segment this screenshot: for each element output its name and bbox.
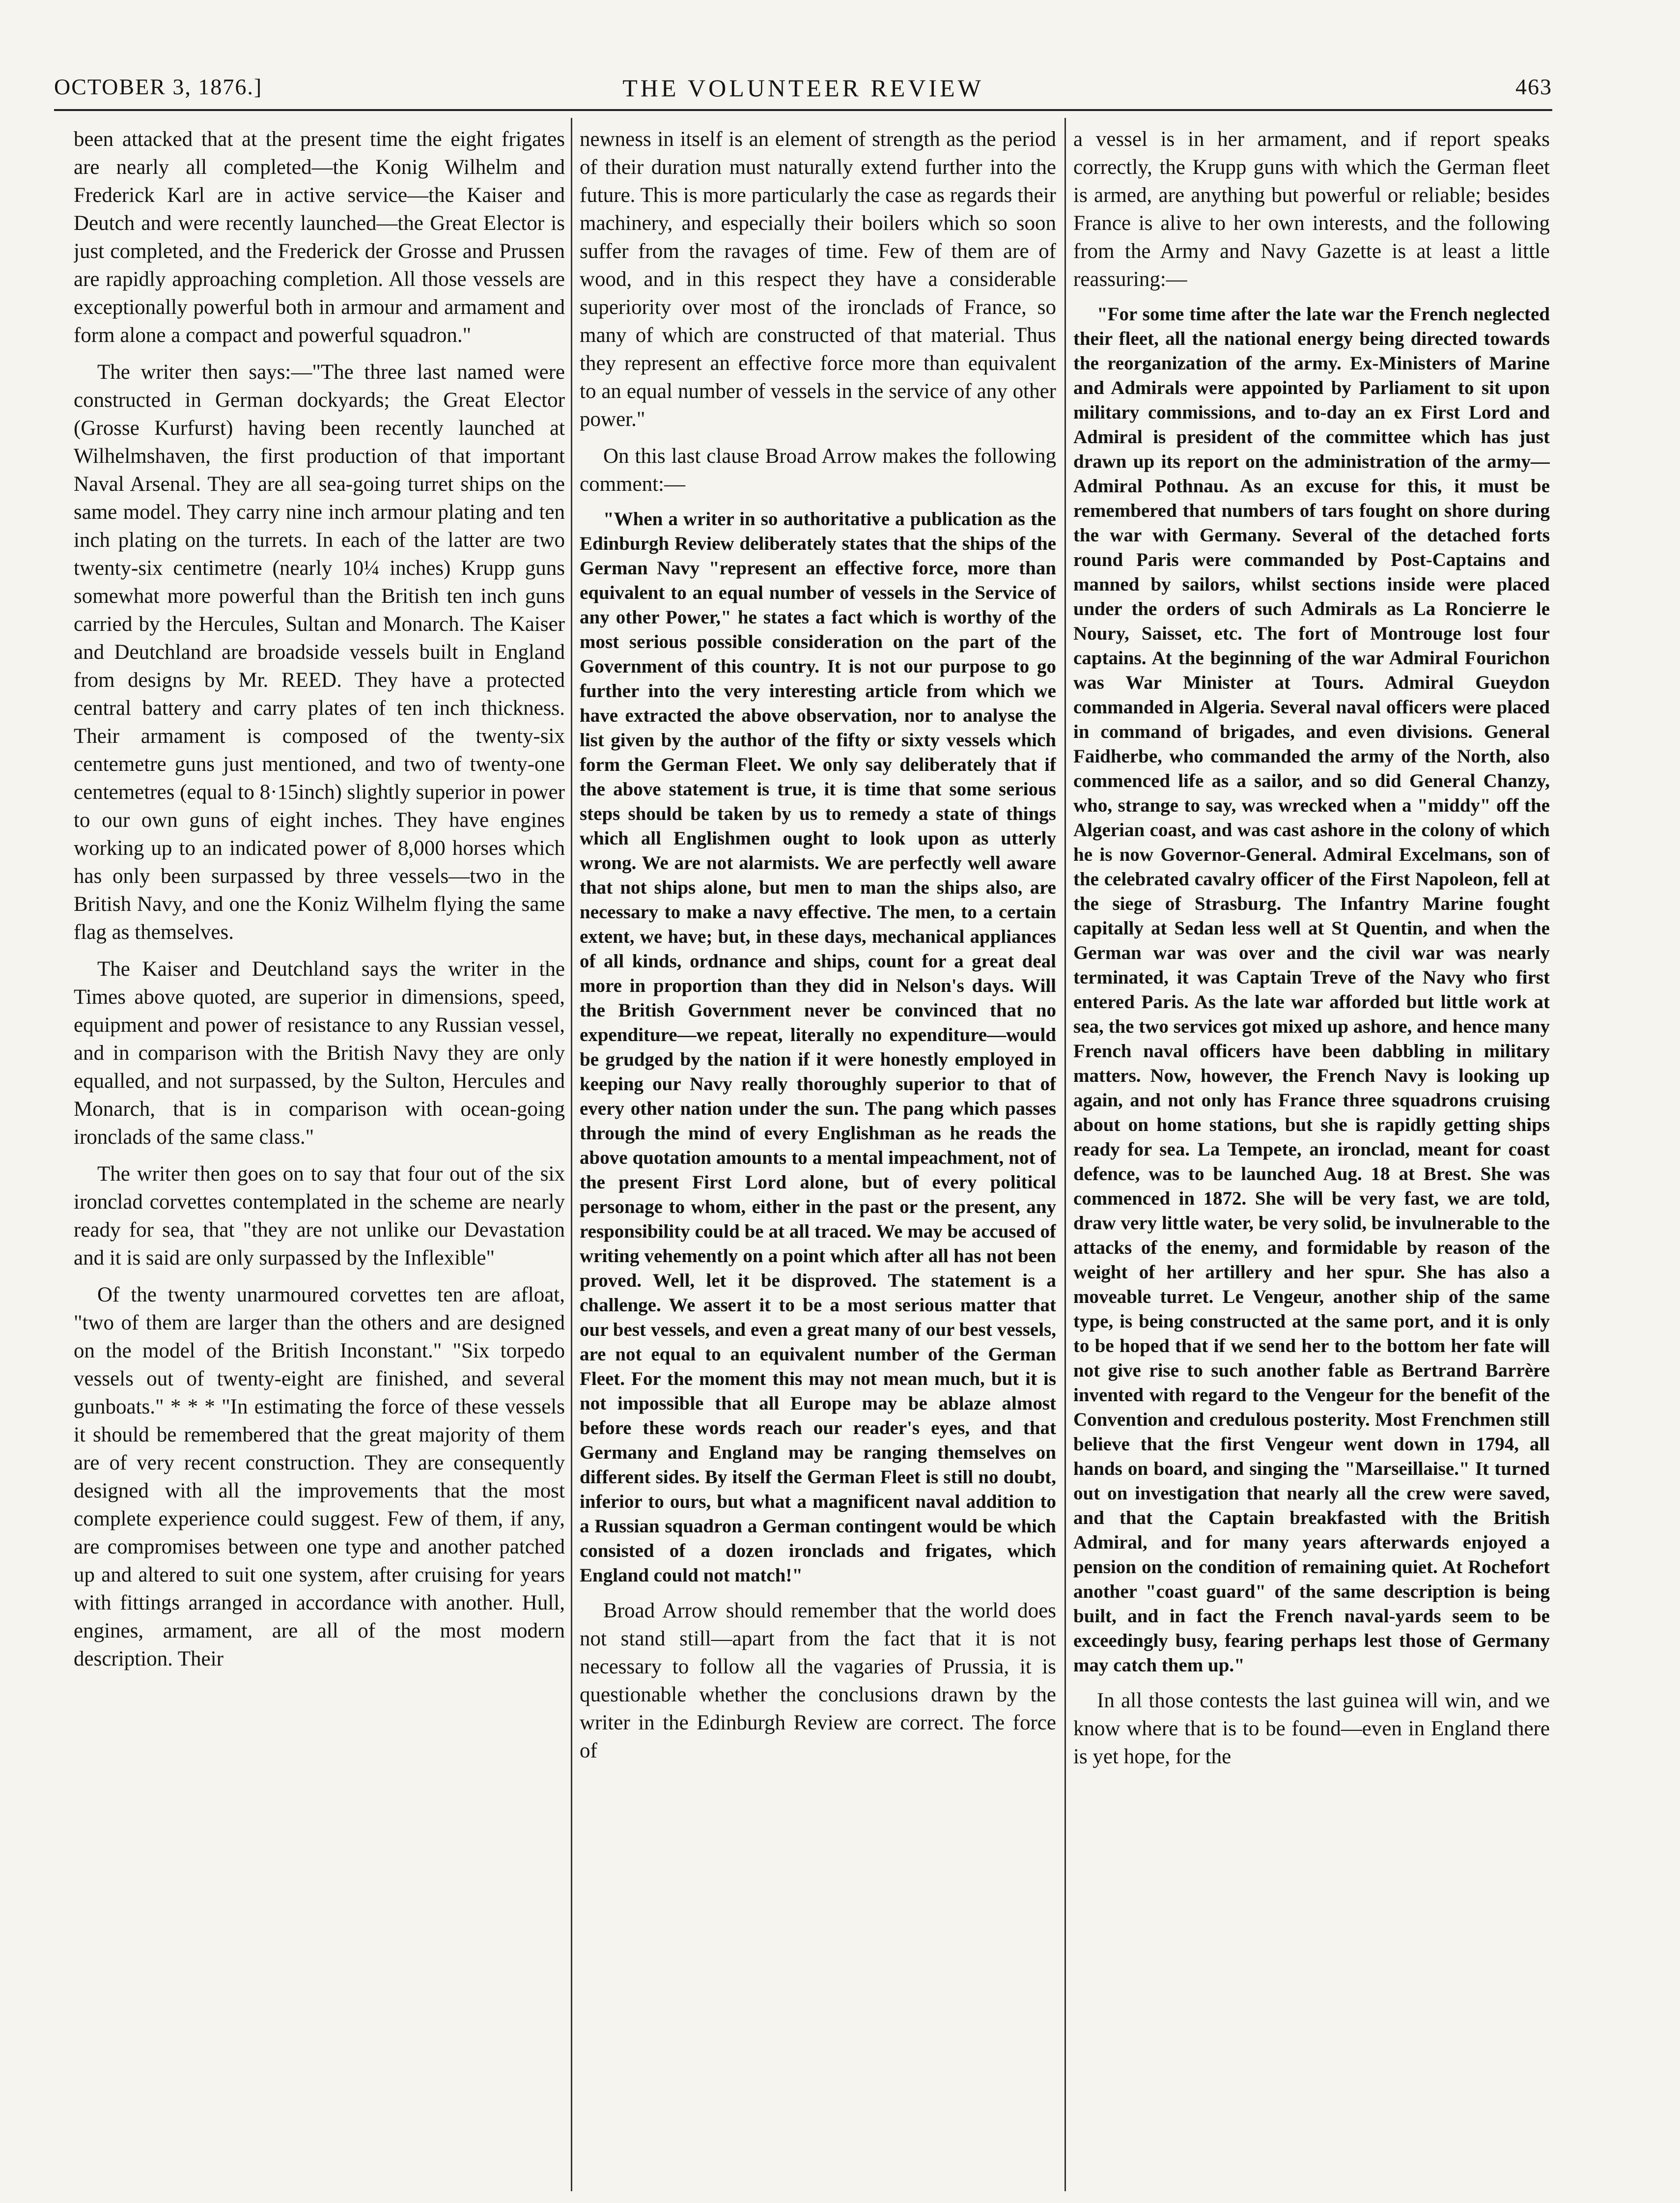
paragraph: The writer then goes on to say that four out of the six ironclad corvettes contemplated in the scheme are nearly ready for sea, that "they are not unlike our Devastation and it is said are only surpassed by the Inflexible" xyxy=(74,1162,565,1270)
paragraph: On this last clause Broad Arrow makes the following comment:— xyxy=(580,445,1056,496)
column-divider-2 xyxy=(1064,118,1066,2191)
newspaper-title: THE VOLUNTEER REVIEW xyxy=(622,74,984,102)
column-2 xyxy=(580,125,1056,2189)
paragraph: Of the twenty unarmoured corvettes ten are afloat, "two of them are larger than the others and are designed on the model of the British Inconstant." "Six torpedo vessels out of twenty-eight are finished, and several gunboats." * * * "In estimating the force of these vessels it should be remembered that the great majority of them are of very recent construction. They are consequently designed with all the improvements that the most complete experience could suggest. Few of them, if any, are compromises between one type and another patched up and altered to suit one system, after cruising for years with fittings arranged in accordance with another. Hull, engines, armament, are all of the most modern description. Their xyxy=(74,1283,565,1670)
column-divider-1 xyxy=(571,118,572,2191)
quoted-paragraph: "For some time after the late war the French neglected their fleet, all the national energy being directed towards the reorganization of the army. Ex-Ministers of Marine and Admirals were appointed by Parliament to sit upon military commissions, and to-day an ex First Lord and Admiral is president of the committee which has just drawn up its report on the administration of the army—Admiral Pothnau. As an excuse for this, it must be remembered that numbers of tars fought on shore during the war with Germany. Several of the detached forts round Paris were commanded by Post-Captains and manned by sailors, whilst sections inside were placed under the orders of such Admirals as La Roncierre le Noury, Saisset, etc. The fort of Montrouge lost four captains. At the beginning of the war Admiral Fourichon was War Minister at Tours. Admiral Gueydon commanded in Algeria. Several naval officers were placed in command of brigades, and even divisions. General Faidherbe, who commanded the army of the North, also commenced life as a sailor, and so did General Chanzy, who, strange to say, was wrecked when a "middy" off the Algerian coast, and was cast ashore in the colony of which he is now Governor-General. Admiral Excelmans, son of the celebrated cavalry officer of the First Napoleon, fell at the siege of Strasburg. The Infantry Marine fought capitally at Sedan less well at St Quentin, and when the German war was over and the civil war was nearly terminated, it was Captain Treve of the Navy who first entered Paris. As the late war afforded but little work at sea, the two services got mixed up ashore, and hence many French naval officers have been dabbling in military matters. Now, however, the French Navy is looking up again, and not only has France three squadrons cruising about on home stations, but she is rapidly getting ships ready for sea. La Tempete, an ironclad, meant for coast defence, was to be launched Aug. 18 at Brest. She was commenced in 1872. She will be very fast, we are told, draw very little water, be very solid, be invulnerable to the attacks of the enemy, and formidable by reason of the weight of her artillery and her spur. She has also a moveable turret. Le Vengeur, another ship of the same type, is being constructed at the same port, and it is only to be hoped that if we send her to the bottom her fate will not give rise to such another fable as Bertrand Barrère invented with regard to the Vengeur for the benefit of the Convention and credulous posterity. Most Frenchmen still believe that the first Vengeur went down in 1794, all hands on board, and singing the "Marseillaise." It turned out on investigation that nearly all the crew were saved, and that the Captain breakfasted with the British Admiral, and for many years afterwards enjoyed a pension on the condition of remaining quiet. At Rochefort another "coast guard" of the same description is being built, and in fact the French naval-yards seem to be exceedingly busy, fearing perhaps lest those of Germany may catch them up." xyxy=(1073,304,1550,1676)
page-number: 463 xyxy=(1515,74,1552,99)
header-rule xyxy=(54,109,1552,111)
paragraph: In all those contests the last guinea will win, and we know where that is to be found—even in England there is yet hope, for the xyxy=(1073,1689,1550,1768)
paragraph: The Kaiser and Deutchland says the writer in the Times above quoted, are superior in dimensions, speed, equipment and power of resistance to any Russian vessel, and in comparison with the British Navy they are only equalled, and not surpassed, by the Sulton, Hercules and Monarch, that is in comparison with ocean-going ironclads of the same class." xyxy=(74,958,565,1149)
page-header xyxy=(54,74,1552,103)
paragraph: The writer then says:—"The three last named were constructed in German dockyards; the Great Elector (Grosse Kurfurst) having been recently launched at Wilhelmshaven, the first production of that important Naval Arsenal. They are all sea-going turret ships on the same model. They carry nine inch armour plating and ten inch plating on the turrets. In each of the latter are two twenty-six centimetre (nearly 10¼ inches) Krupp guns somewhat more powerful than the British ten inch guns carried by the Hercules, Sultan and Monarch. The Kaiser and Deutchland are broadside vessels built in England from designs by Mr. REED. They have a protected central battery and carry plates of ten inch thickness. Their armament is composed of the twenty-six centemetre guns just mentioned, and two of twenty-one centemetres (equal to 8·15inch) slightly superior in power to our own guns of eight inches. They have engines working up to an indicated power of 8,000 horses which has only been surpassed by three vessels—two in the British Navy, and one the Koniz Wilhelm flying the same flag as themselves. xyxy=(74,361,565,944)
paragraph: a vessel is in her armament, and if report speaks correctly, the Krupp guns with which the German fleet is armed, are anything but powerful or reliable; besides France is alive to her own interests, and the following from the Army and Navy Gazette is at least a little reassuring:— xyxy=(1073,128,1550,291)
paragraph: been attacked that at the present time the eight frigates are nearly all completed—the Konig Wilhelm and Frederick Karl are in active service—the Kaiser and Deutch and were recently launched—the Great Elector is just completed, and the Frederick der Grosse and Prussen are rapidly approaching completion. All those vessels are exceptionally powerful both in armour and armament and form alone a compact and powerful squadron." xyxy=(74,128,565,347)
column-3 xyxy=(1073,125,1550,2189)
quoted-paragraph: "When a writer in so authoritative a publication as the Edinburgh Review deliberately states that the ships of the German Navy "represent an effective force, more than equivalent to an equal number of vessels in the Service of any other Power," he states a fact which is worthy of the most serious possible consideration on the part of the Government of this country. It is not our purpose to go further into the very interesting article from which we have extracted the above observation, nor to analyse the list given by the author of the fifty or sixty vessels which form the German Fleet. We only say deliberately that if the above statement is true, it is time that some serious steps should be taken by us to remedy a state of things which all Englishmen ought to look upon as utterly wrong. We are not alarmists. We are perfectly well aware that not ships alone, but men to man the ships also, are necessary to make a navy effective. The men, to a certain extent, we have; but, in these days, mechanical appliances of all kinds, ordnance and ships, count for a great deal more in proportion than they did in Nelson's days. Will the British Government never be convinced that no expenditure—we repeat, literally no expenditure—would be grudged by the nation if it were honestly employed in keeping our Navy really thoroughly superior to that of every other nation under the sun. The pang which passes through the mind of every Englishman as he reads the above quotation amounts to a mental impeachment, not of the present First Lord alone, but of every political personage to whom, either in the past or the present, any responsibility could be at all traced. We may be accused of writing vehemently on a point which after all has not been proved. Well, let it be disproved. The statement is a challenge. We assert it to be a most serious matter that our best vessels, and even a great many of our best vessels, are not equal to an equivalent number of the German Fleet. For the moment this may not mean much, but it is not impossible that all Europe may be ablaze almost before these words reach our reader's eyes, and that Germany and England may be ranging themselves on different sides. By itself the German Fleet is still no doubt, inferior to ours, but what a magnificent naval addition to a Russian squadron a German contingent would be which consisted of a dozen ironclads and frigates, which England could not match!" xyxy=(580,508,1056,1586)
column-1 xyxy=(74,125,565,2189)
issue-date: OCTOBER 3, 1876.] xyxy=(54,74,263,99)
paragraph: Broad Arrow should remember that the world does not stand still—apart from the fact that it is not necessary to follow all the vagaries of Prussia, it is questionable whether the conclusions drawn by the writer in the Edinburgh Review are correct. The force of xyxy=(580,1599,1056,1762)
paragraph: newness in itself is an element of strength as the period of their duration must naturally extend further into the future. This is more particularly the case as regards their machinery, and especially their boilers which so soon suffer from the ravages of time. Few of them are of wood, and in this respect they have a considerable superiority over most of the ironclads of France, so many of which are constructed of that material. Thus they represent an effective force more than equivalent to an equal number of vessels in the service of any other power." xyxy=(580,128,1056,431)
